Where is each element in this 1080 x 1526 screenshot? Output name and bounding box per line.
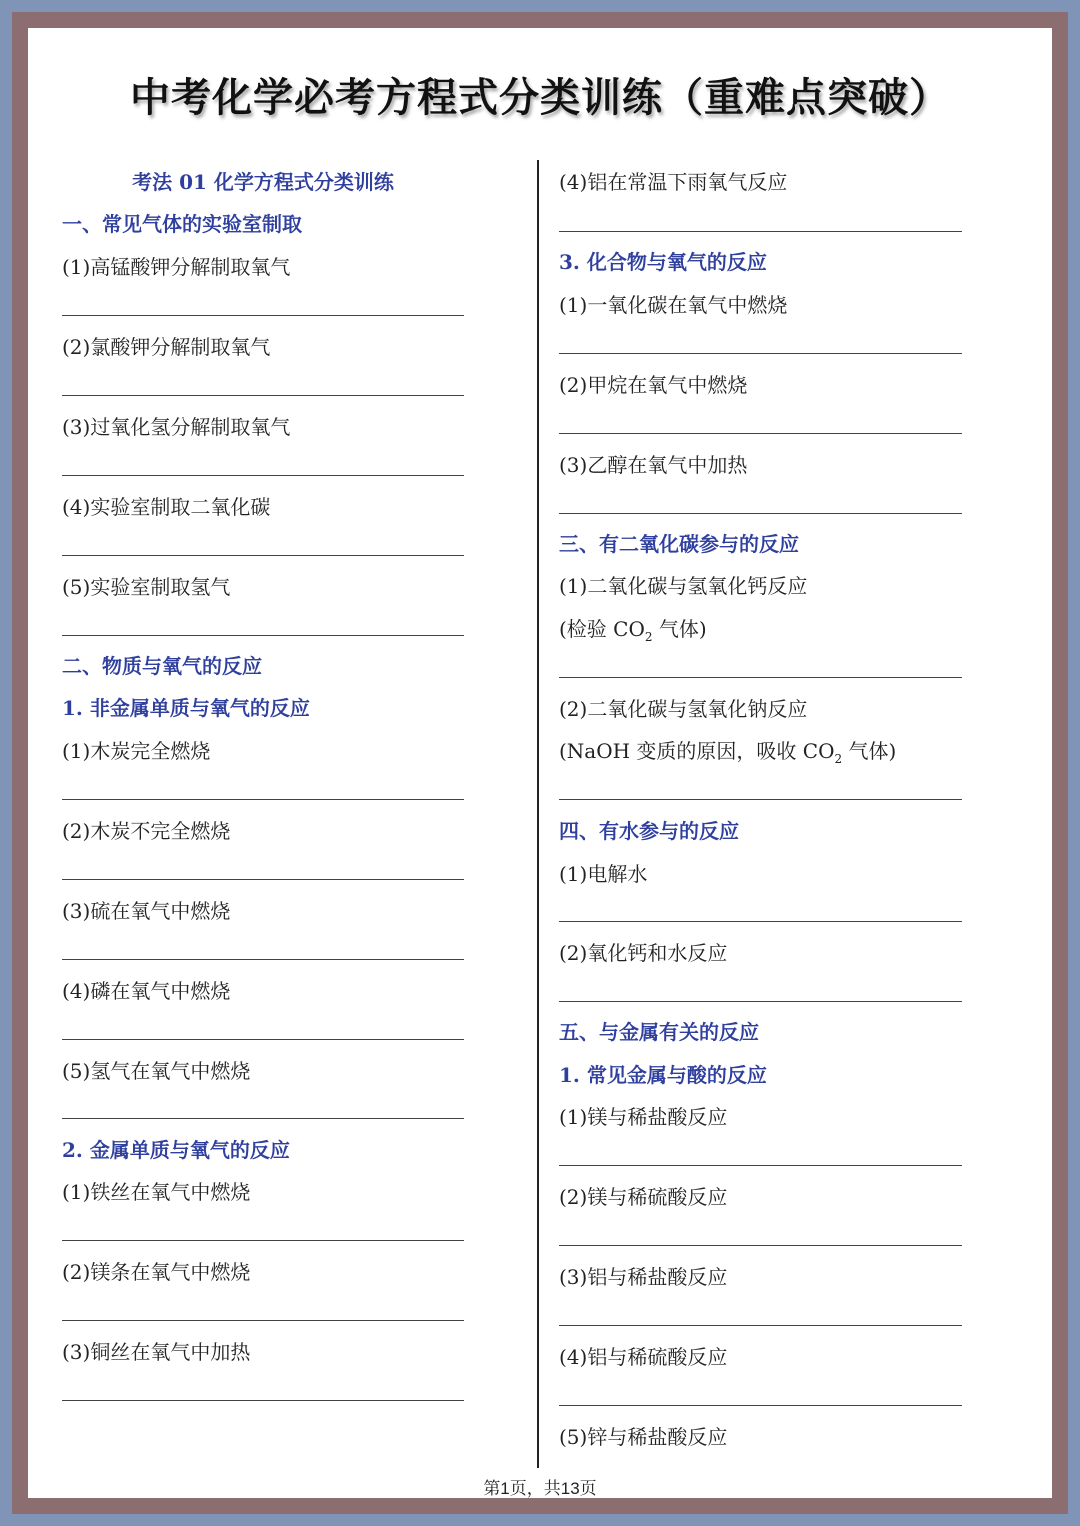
exercise-prompt: (5)锌与稀盐酸反应 [559,1425,728,1449]
page-number: 第1页，共13页 [483,1479,597,1498]
answer-line[interactable] [62,475,464,476]
answer-line[interactable] [559,1001,962,1002]
answer-line[interactable] [62,799,464,800]
answer-line[interactable] [62,395,464,396]
answer-line[interactable] [62,1118,464,1119]
answer-line[interactable] [559,677,962,678]
exercise-prompt: (4)铝在常温下雨氧气反应 [559,170,788,194]
exercise-prompt: (4)实验室制取二氧化碳 [62,495,271,519]
exercise-prompt: (1)一氧化碳在氧气中燃烧 [559,293,788,317]
exercise-prompt: (5)氢气在氧气中燃烧 [62,1059,251,1083]
exercise-prompt: (2)镁条在氧气中燃烧 [62,1260,251,1284]
exercise-prompt: (3)铝与稀盐酸反应 [559,1265,728,1289]
subsection-heading: 3. 化合物与氧气的反应 [559,250,767,274]
exercise-prompt: (2)二氧化碳与氢氧化钠反应 [559,697,808,721]
page-title: 中考化学必考方程式分类训练（重难点突破） [130,75,950,121]
subsection-heading: 1. 常见金属与酸的反应 [559,1063,767,1087]
section-heading: 一、常见气体的实验室制取 [62,212,302,236]
answer-line[interactable] [62,1240,464,1241]
column-divider [537,160,539,1468]
answer-line[interactable] [559,1165,962,1166]
answer-line[interactable] [559,1405,962,1406]
answer-line[interactable] [62,315,464,316]
exercise-prompt: (2)甲烷在氧气中燃烧 [559,373,748,397]
exercise-prompt: (1)高锰酸钾分解制取氧气 [62,255,291,279]
exercise-prompt: (1)铁丝在氧气中燃烧 [62,1180,251,1204]
answer-line[interactable] [559,921,962,922]
exercise-prompt: (1)木炭完全燃烧 [62,739,211,763]
answer-line[interactable] [62,879,464,880]
exercise-prompt: (4)磷在氧气中燃烧 [62,979,231,1003]
exercise-note: (NaOH 变质的原因，吸收 $CO_2$ 气体) [559,739,897,766]
exercise-prompt: (1)电解水 [559,862,648,886]
answer-line[interactable] [559,513,962,514]
exercise-prompt: (3)硫在氧气中燃烧 [62,899,231,923]
section-heading: 三、有二氧化碳参与的反应 [559,532,799,556]
exercise-prompt: (2)氧化钙和水反应 [559,941,728,965]
answer-line[interactable] [559,1325,962,1326]
answer-line[interactable] [559,433,962,434]
answer-line[interactable] [62,1039,464,1040]
exercise-prompt: (3)乙醇在氧气中加热 [559,453,748,477]
subsection-heading: 1. 非金属单质与氧气的反应 [62,696,310,720]
section-heading: 二、物质与氧气的反应 [62,654,262,678]
exercise-prompt: (3)铜丝在氧气中加热 [62,1340,251,1364]
answer-line[interactable] [62,635,464,636]
answer-line[interactable] [62,555,464,556]
exercise-prompt: (1)二氧化碳与氢氧化钙反应 [559,574,808,598]
answer-line[interactable] [62,1400,464,1401]
answer-line[interactable] [559,799,962,800]
method-heading: 考法 01 化学方程式分类训练 [132,170,394,194]
exercise-prompt: (2)氯酸钾分解制取氧气 [62,335,271,359]
section-heading: 四、有水参与的反应 [559,819,739,843]
exercise-prompt: (3)过氧化氢分解制取氧气 [62,415,291,439]
answer-line[interactable] [559,1245,962,1246]
subsection-heading: 2. 金属单质与氧气的反应 [62,1138,290,1162]
section-heading: 五、与金属有关的反应 [559,1020,759,1044]
answer-line[interactable] [62,959,464,960]
exercise-prompt: (2)镁与稀硫酸反应 [559,1185,728,1209]
answer-line[interactable] [559,353,962,354]
exercise-prompt: (2)木炭不完全燃烧 [62,819,231,843]
answer-line[interactable] [62,1320,464,1321]
exercise-note: (检验 $CO_2$ 气体) [559,617,707,644]
exercise-prompt: (1)镁与稀盐酸反应 [559,1105,728,1129]
exercise-prompt: (4)铝与稀硫酸反应 [559,1345,728,1369]
answer-line[interactable] [559,231,962,232]
exercise-prompt: (5)实验室制取氢气 [62,575,231,599]
